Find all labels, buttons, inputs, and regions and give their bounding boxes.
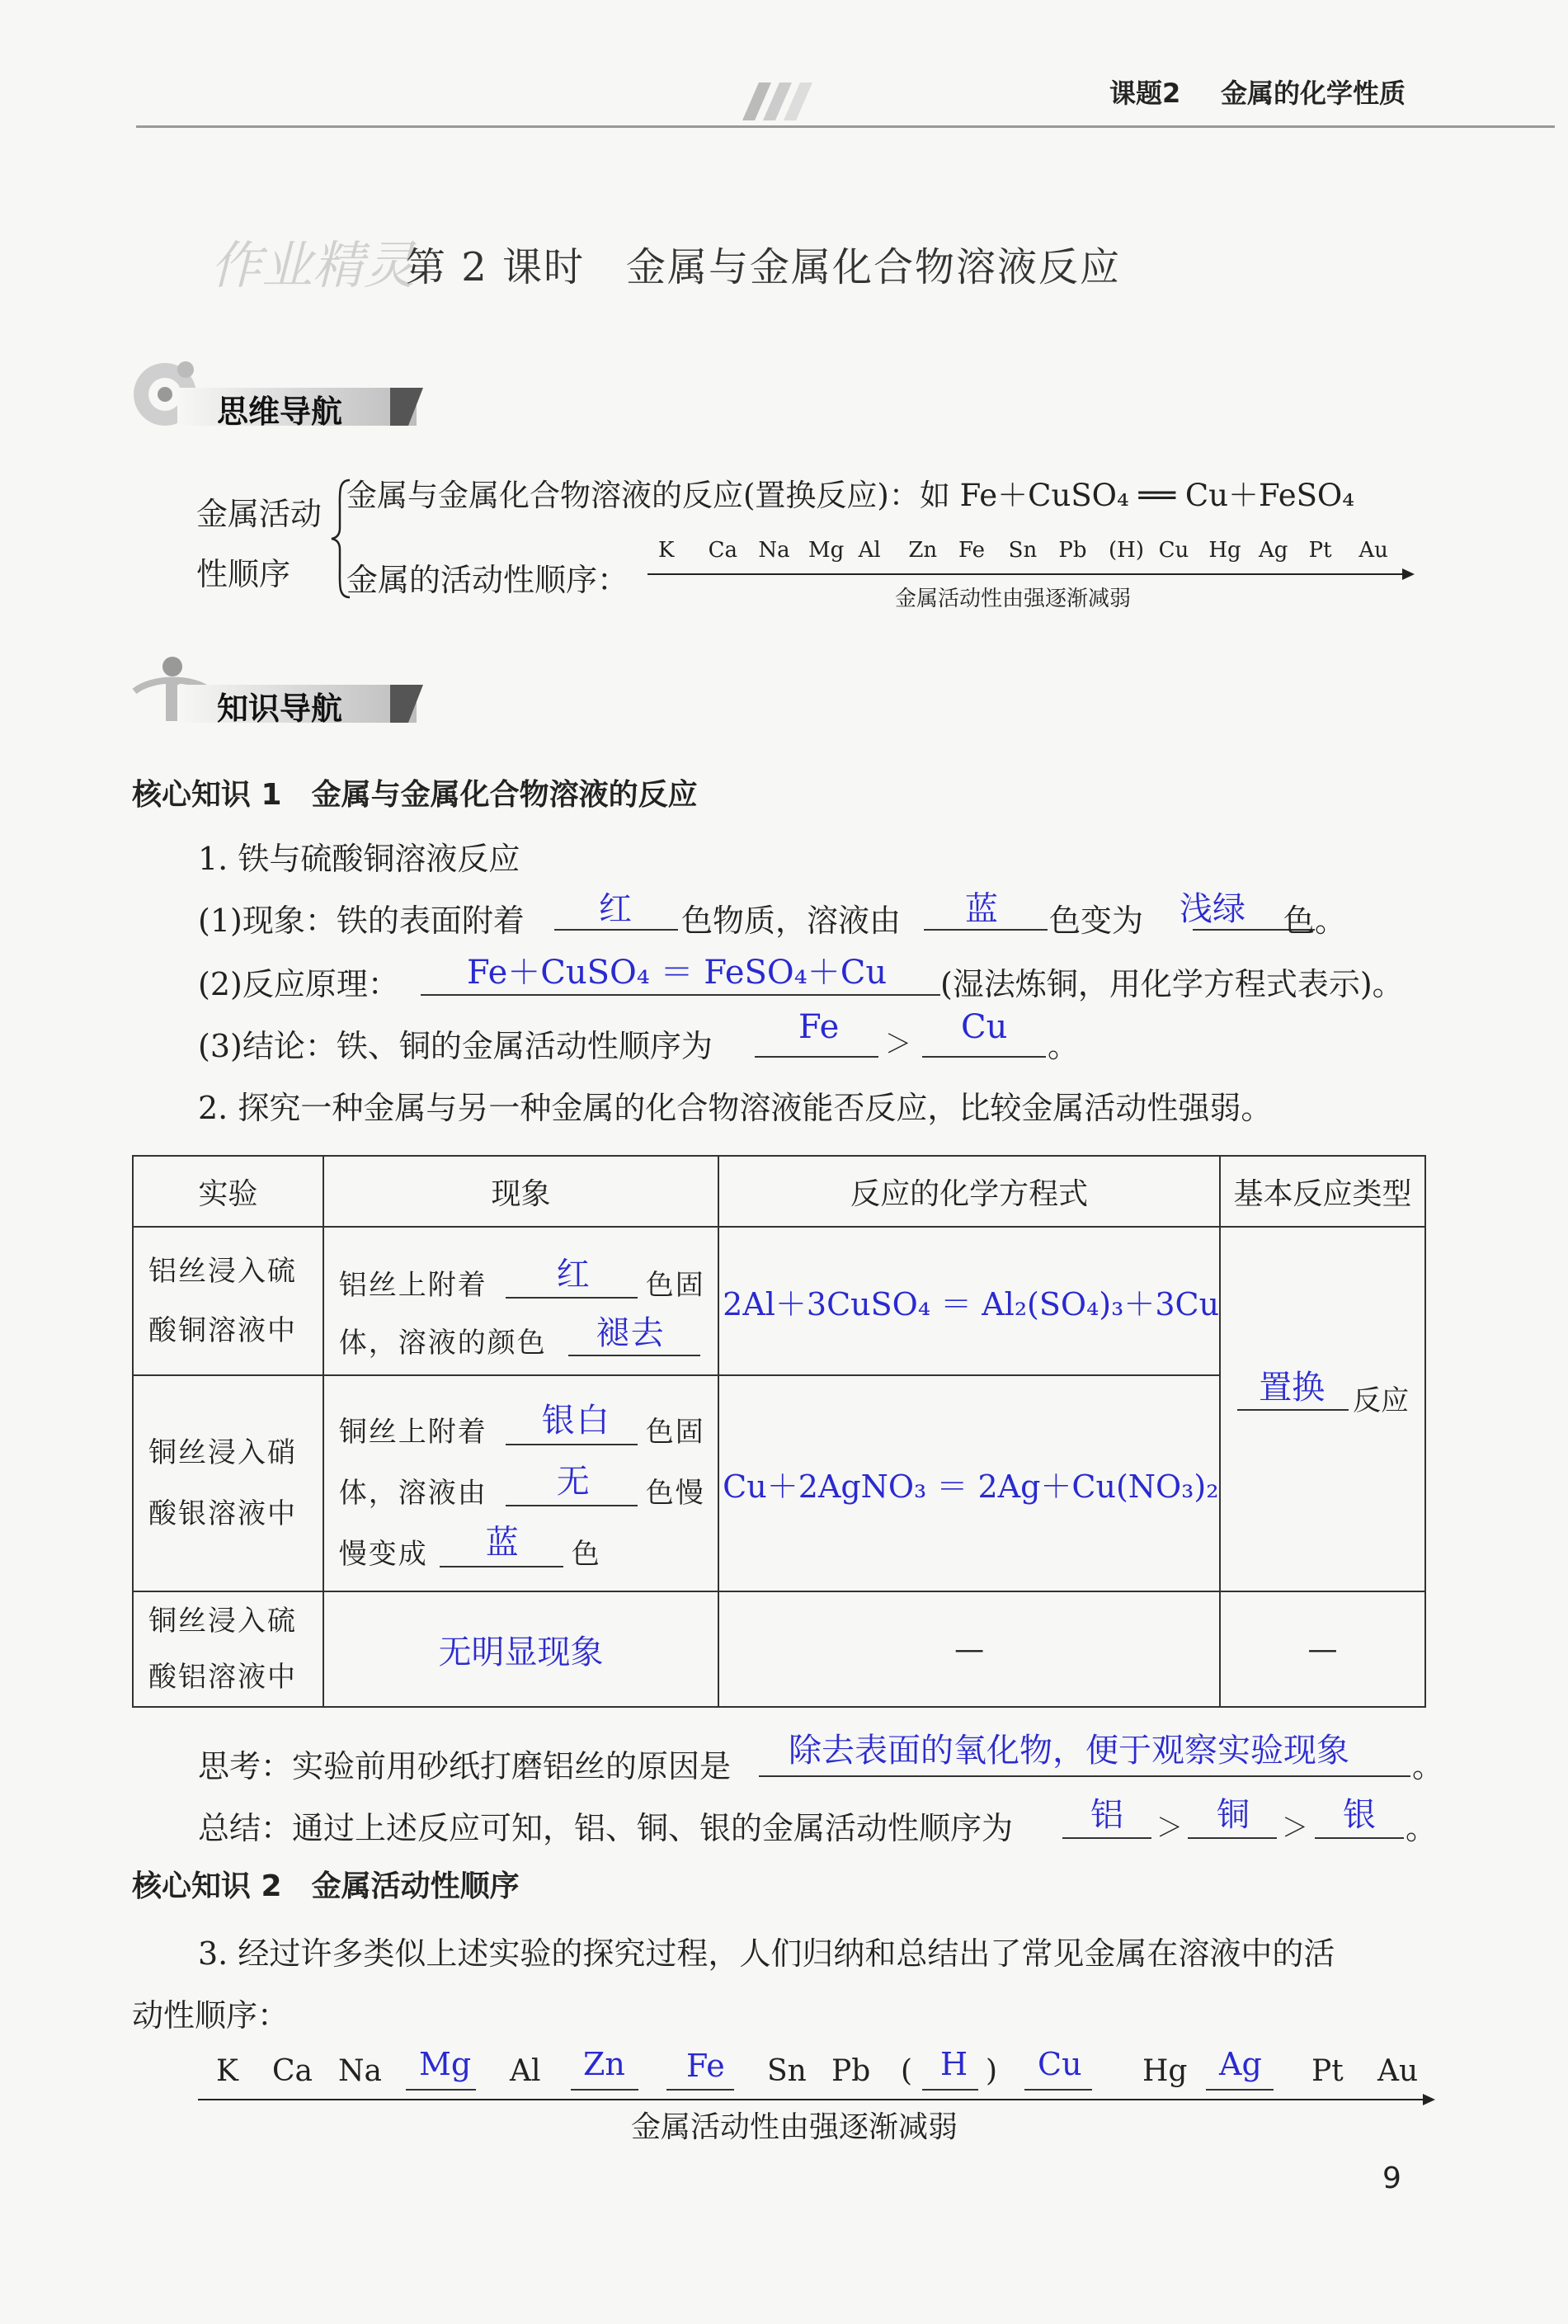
table-cell-type: [1220, 1227, 1425, 1591]
row2-ph-answer2: 无: [556, 1463, 591, 1501]
row3-type: —: [1307, 1632, 1338, 1666]
mind-series-item: Ag: [1259, 538, 1288, 563]
table-cell-phenomenon: [323, 1375, 718, 1591]
series2: [198, 2046, 1435, 2095]
mind-root-line1: 金属活动: [196, 496, 323, 532]
series2-item: Au: [1377, 2054, 1419, 2088]
mind-series-item: K: [658, 538, 675, 563]
q1-1-answer2: 蓝: [965, 890, 998, 928]
think-text: 思考：实验前用砂纸打磨铝丝的原因是: [198, 1748, 732, 1784]
row1-ph-c: 体，溶液的颜色: [338, 1327, 547, 1360]
header-title: 金属的化学性质: [1221, 78, 1406, 109]
table-row: [133, 1591, 1425, 1707]
mind-series-item: Hg: [1208, 538, 1241, 563]
row2-ph-f: 色: [571, 1538, 601, 1571]
exp-line: 酸铜溶液中: [148, 1314, 297, 1347]
q1-1-answer3: 浅绿: [1180, 890, 1245, 928]
table-cell-experiment: [133, 1591, 323, 1707]
row1-ph-answer2: 褪去: [596, 1314, 666, 1352]
series2-answer: Cu: [1038, 2046, 1082, 2082]
q1-2-text-a: (2)反应原理：: [198, 966, 399, 1002]
q1-1-text-b: 色物质，溶液由: [681, 903, 902, 939]
table-cell-type: [1220, 1591, 1425, 1707]
table-cell-phenomenon: [323, 1227, 718, 1375]
series2-item: Hg: [1142, 2054, 1188, 2088]
core1-title: 核心知识 1 金属与金属化合物溶液的反应: [132, 778, 698, 812]
row2-ph-answer1: 银白: [541, 1402, 611, 1440]
table-cell-equation: [718, 1591, 1220, 1707]
row1-equation: 2Al＋3CuSO₄ ＝ Al₂(SO₄)₃＋3Cu: [723, 1285, 1220, 1322]
header-decoration: [726, 82, 817, 120]
table-row: [133, 1227, 1425, 1375]
row3-equation: —: [954, 1632, 985, 1666]
core2-title: 核心知识 2 金属活动性顺序: [132, 1869, 520, 1903]
mind-series-item: Fe: [958, 538, 986, 563]
q1-1-answer1: 红: [599, 890, 632, 928]
exp-line: 酸铝溶液中: [148, 1661, 297, 1694]
q1-3-answer1: Fe: [798, 1008, 840, 1046]
q2-title: 2. 探究一种金属与另一种金属的化合物溶液能否反应，比较金属活动性强弱。: [198, 1090, 1273, 1126]
mind-series-item: Ca: [708, 538, 738, 563]
series2-item: Na: [338, 2054, 382, 2088]
exp-line: 铝丝浸入硫: [148, 1255, 297, 1288]
mind-series-item: Al: [858, 538, 881, 563]
table-cell-equation: [718, 1375, 1220, 1591]
q1-1-text-a: (1)现象：铁的表面附着: [198, 903, 525, 939]
mind-series-item: Zn: [908, 538, 938, 563]
exp-line: 铜丝浸入硝: [148, 1436, 297, 1469]
mind-nav-badge: [128, 355, 425, 429]
summary-end: 。: [1406, 1810, 1438, 1846]
table-header: 实验: [133, 1156, 323, 1227]
mind-branch2: 金属的活动性顺序：: [346, 562, 629, 598]
summary-text: 总结：通过上述反应可知，铝、铜、银的金属活动性顺序为: [198, 1810, 1014, 1846]
type-suffix: 反应: [1353, 1384, 1410, 1417]
row2-ph-a: 铜丝上附着: [338, 1416, 487, 1449]
mind-series-item: Na: [758, 538, 790, 563]
series2-item: Ca: [272, 2054, 313, 2088]
summary-answer3: 银: [1343, 1796, 1376, 1834]
series2-answer: Ag: [1219, 2046, 1262, 2082]
page-number: 9: [1382, 2161, 1401, 2195]
series2-item: ): [986, 2054, 998, 2088]
row1-ph-answer1: 红: [556, 1256, 591, 1294]
exp-line: 酸银溶液中: [148, 1497, 297, 1530]
q1-3-answer2: Cu: [961, 1008, 1008, 1046]
badge-corner-icon: [390, 388, 423, 426]
q1-3-end: 。: [1048, 1028, 1080, 1064]
mind-series-item: Au: [1358, 538, 1388, 563]
summary-answer2: 铜: [1217, 1796, 1250, 1834]
table-header: 反应的化学方程式: [718, 1156, 1220, 1227]
row2-ph-answer3: 蓝: [485, 1524, 520, 1562]
row2-ph-c: 体，溶液由: [338, 1477, 487, 1510]
mind-branch1: 金属与金属化合物溶液的反应(置换反应)：如 Fe＋CuSO₄ ══ Cu＋FeSO₄: [346, 478, 1355, 513]
series2-item: Al: [510, 2054, 541, 2088]
knowledge-nav-badge: [128, 652, 425, 726]
q1-title: 1. 铁与硫酸铜溶液反应: [198, 841, 520, 877]
mind-series-item: Pt: [1308, 538, 1332, 563]
think-end: 。: [1412, 1748, 1444, 1784]
table-cell-experiment: [133, 1227, 323, 1375]
mind-series-item: Pb: [1058, 538, 1087, 563]
series2-answer: Zn: [583, 2046, 625, 2082]
q1-2-answer: Fe＋CuSO₄ ＝ FeSO₄＋Cu: [467, 954, 888, 992]
q1-3-gt: ＞: [885, 1028, 912, 1059]
mind-nav-label: 思维导航: [217, 394, 343, 430]
experiment-table: [132, 1155, 1426, 1708]
lesson-title: 第 2 课时 金属与金属化合物溶液反应: [406, 244, 1122, 290]
row2-ph-b: 色固: [645, 1416, 705, 1449]
mind-arrow-caption: 金属活动性由强逐渐减弱: [895, 587, 1132, 611]
series2-item: Pb: [831, 2054, 871, 2088]
table-cell-phenomenon: [323, 1591, 718, 1707]
series2-answer: Mg: [419, 2046, 472, 2082]
row2-ph-e: 慢变成: [338, 1538, 428, 1571]
q1-1-text-c: 色变为: [1049, 903, 1144, 939]
table-header: 基本反应类型: [1220, 1156, 1425, 1227]
row2-ph-d: 色慢: [645, 1477, 705, 1510]
mind-series-item: Cu: [1158, 538, 1189, 563]
badge-corner-icon: [390, 685, 423, 723]
mind-series-item: Mg: [808, 538, 845, 563]
series2-arrow-caption: 金属活动性由强逐渐减弱: [631, 2110, 958, 2144]
series2-answer: Fe: [686, 2048, 725, 2084]
knowledge-nav-label: 知识导航: [217, 691, 343, 727]
q3-line1: 3. 经过许多类似上述实验的探究过程，人们归纳和总结出了常见金属在溶液中的活: [198, 1935, 1335, 1972]
mind-root-line2: 性顺序: [196, 556, 291, 592]
header-stripes-icon: [726, 82, 817, 120]
exp-line: 铜丝浸入硫: [148, 1605, 297, 1638]
header-rule: [136, 125, 1555, 128]
q1-3-text-a: (3)结论：铁、铜的金属活动性顺序为: [198, 1028, 713, 1064]
row1-ph-b: 色固: [645, 1269, 705, 1302]
row2-equation: Cu＋2AgNO₃ ＝ 2Ag＋Cu(NO₃)₂: [723, 1468, 1219, 1505]
summary-gt2: ＞: [1282, 1812, 1309, 1843]
table-cell-equation: [718, 1227, 1220, 1375]
think-answer: 除去表面的氧化物，便于观察实验现象: [789, 1732, 1349, 1770]
row1-ph-a: 铝丝上附着: [338, 1269, 487, 1302]
mind-arrow-icon: [647, 566, 1415, 582]
series2-item: (: [901, 2054, 913, 2088]
type-answer: 置换: [1259, 1369, 1326, 1407]
q3-line2: 动性顺序：: [132, 1997, 290, 2034]
q1-2-text-b: (湿法炼铜，用化学方程式表示)。: [940, 966, 1404, 1002]
table-header: 现象: [323, 1156, 718, 1227]
summary-gt1: ＞: [1156, 1812, 1184, 1843]
table-header-row: [133, 1156, 1425, 1227]
series2-answer: H: [940, 2046, 968, 2082]
header-section: 课题2: [1109, 78, 1181, 109]
mind-series-item: Sn: [1008, 538, 1038, 563]
series2-item: Pt: [1311, 2054, 1344, 2088]
series2-item: K: [216, 2054, 238, 2088]
series2-item: Sn: [767, 2054, 807, 2088]
summary-answer1: 铝: [1090, 1796, 1123, 1834]
mind-series: [652, 538, 1402, 568]
watermark: 作业精灵: [210, 235, 416, 295]
mind-series-item: (H): [1109, 538, 1144, 563]
table-cell-experiment: [133, 1375, 323, 1591]
row3-phenomenon: 无明显现象: [438, 1633, 604, 1671]
q1-1-text-d: 色。: [1283, 903, 1347, 939]
